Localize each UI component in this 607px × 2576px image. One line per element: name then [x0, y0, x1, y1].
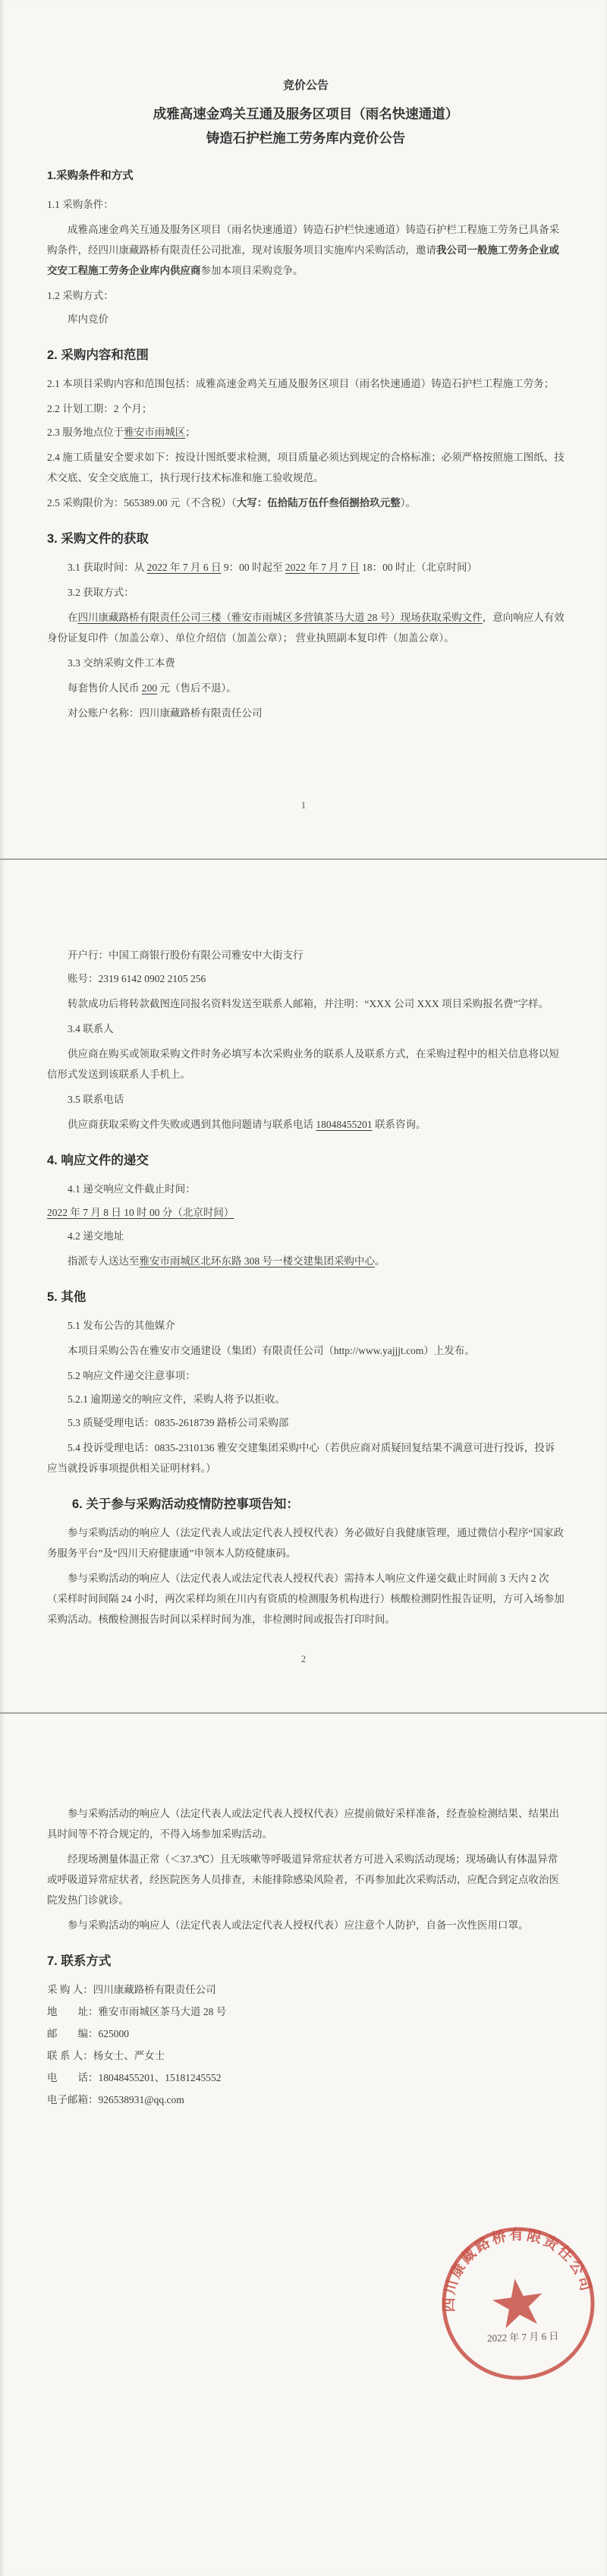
contact-value: 926538931@qq.com — [98, 2094, 184, 2105]
obtain-time-text: 18：00 时止（北京时间） — [359, 562, 477, 573]
para-covid-health-code: 参与采购活动的响应人（法定代表人或法定代表人授权代表）务必做好自我健康管理，通过微信小程序“国家政务服务平台”及“四川天府健康通”申领本人防疫健康码。 — [47, 1527, 564, 1559]
section-2-heading: 2. 采购内容和范围 — [47, 348, 149, 362]
section-3-4-heading: 3.4 联系人 — [68, 1023, 114, 1034]
contact-buyer — [47, 1979, 565, 2000]
service-location — [47, 422, 565, 442]
doc-title-project: 成雅高速金鸡关互通及服务区项目（雨名快速通道） — [153, 106, 459, 121]
contact-label: 电子邮箱： — [47, 2094, 99, 2105]
planned-duration: 2.2 计划工期：2 个月； — [47, 403, 153, 414]
submission-text: 。 — [375, 1255, 385, 1267]
doc-title-subject: 铸造石护栏施工劳务库内竞价公告 — [206, 131, 406, 146]
price-limit — [47, 493, 565, 513]
contact-value: 18048455201、15181245552 — [98, 2072, 222, 2083]
submission-text: 指派专人送达至 — [68, 1255, 140, 1267]
section-7-heading: 7. 联系方式 — [47, 1954, 112, 1968]
procurement-method-value: 库内竞价 — [68, 313, 109, 325]
section-5-1-heading: 5.1 发布公告的其他媒介 — [68, 1320, 175, 1331]
contact-label: 地 址： — [47, 2006, 99, 2017]
page-number-1: 1 — [300, 800, 307, 811]
location-text: 2.3 服务地点位于 — [47, 427, 124, 438]
contact-value: 625000 — [98, 2028, 129, 2039]
section-1-heading: 1.采购条件和方式 — [47, 170, 134, 182]
section-1-1-heading: 1.1 采购条件： — [47, 199, 114, 210]
fee-text: 元（售后不退）。 — [157, 682, 237, 694]
section-6-heading: 6. 关于参与采购活动疫情防控事项告知： — [72, 1497, 299, 1511]
section-3-2-heading: 3.2 获取方式： — [68, 587, 134, 598]
phone-note-text: 供应商获取采购文件失败或遇到其他问题请与联系电话 — [68, 1119, 316, 1130]
obtain-end-date: 2022 年 7 月 7 日 — [285, 562, 360, 573]
para-contact-person-note: 供应商在购买或领取采购文件时务必填写本次采购业务的联系人及联系方式，在采购过程中的相关信息将以短信形式发送到该联系人手机上。 — [47, 1048, 559, 1080]
contact-label: 联 系 人： — [47, 2050, 93, 2061]
contact-value: 雅安市雨城区茶马大道 28 号 — [98, 2006, 227, 2017]
price-text: 2.5 采购限价为：565389.00 元（不含税）（ — [47, 497, 237, 509]
para-text: 成雅高速金鸡关互通及服务区项目（雨名快速通道）铸造石护栏快速通道）铸造石护栏工程施工劳务已具备采购条件，经四川康藏路桥有限责任公司批准，现对该服务项目实施库内采购活动，邀请 — [47, 224, 559, 256]
obtain-time-text: 3.1 获取时间：从 — [68, 562, 147, 573]
contact-label: 邮 编： — [47, 2028, 99, 2039]
contact-zip — [47, 2023, 565, 2044]
para-sampling-preparation: 参与采购活动的响应人（法定代表人或法定代表人授权代表）应提前做好采样准备，经查验检测结果、结果出具时间等不符合规定的，不得入场参加采购活动。 — [47, 1808, 559, 1840]
complaint-phone: 5.4 投诉受理电话：0835-2310136 雅安交建集团采购中心（若供应商对质疑回复结果不满意可进行投诉，投诉应当就投诉事项提供相关证明材料。） — [47, 1442, 555, 1474]
section-1-2-heading: 1.2 采购方式： — [47, 290, 114, 301]
doc-title-announcement: 竞价公告 — [282, 79, 329, 92]
contact-person — [47, 2045, 565, 2066]
late-submission-note: 5.2.1 逾期递交的响应文件，采购人将予以拒收。 — [68, 1393, 285, 1405]
phone-note-text: 联系咨询。 — [372, 1119, 426, 1130]
svg-text:四川康藏路桥有限责任公司 — [430, 2215, 595, 2314]
section-3-3-heading: 3.3 交纳采购文件工本费 — [68, 657, 175, 669]
para-temperature-check: 经现场测量体温正常（＜37.3℃）且无咳嗽等呼吸道异常症状者方可进入采购活动现场；现场确认有体温异常或呼吸道异常症状者，经医院医务人员排查，未能排除感染风险者，不再参加此次采购活动，应配合到定点收治医院发热门诊就诊。 — [47, 1853, 559, 1906]
contact-value: 四川康藏路桥有限责任公司 — [93, 1984, 216, 1995]
para-text-bold: 我公司一般施工劳务企业或交安工程施工劳务企业库内供应商 — [47, 244, 559, 276]
section-5-2-heading: 5.2 响应文件递交注意事项： — [68, 1370, 196, 1381]
contact-phone-number: 18048455201 — [316, 1119, 373, 1130]
para-obtain-time — [47, 557, 565, 578]
price-capital: 大写：伍拾陆万伍仟叁佰捌拾玖元整 — [236, 497, 401, 509]
bank-name: 开户行：中国工商银行股份有限公司雅安中大街支行 — [68, 949, 304, 961]
contact-value: 杨女士、严女士 — [93, 2050, 165, 2061]
obtain-start-date: 2022 年 7 月 6 日 — [146, 562, 222, 573]
section-4-heading: 4. 响应文件的递交 — [47, 1154, 149, 1167]
contact-email — [47, 2089, 565, 2110]
document-page-3 — [0, 1714, 607, 2576]
para-other-media: 本项目采购公告在雅安市交通建设（集团）有限责任公司（http://www.yajjjt.com）上发布。 — [68, 1345, 475, 1356]
company-seal-stamp — [428, 2213, 607, 2393]
section-5-heading: 5. 其他 — [47, 1290, 86, 1304]
seal-graphic — [428, 2213, 607, 2393]
contact-label: 采 购 人： — [47, 1984, 93, 1995]
star-icon — [490, 2275, 546, 2330]
para-submission-address — [47, 1251, 565, 1271]
para-covid-test-requirement: 参与采购活动的响应人（法定代表人或法定代表人授权代表）需持本人响应文件递交截止时间前 3 天内 2 次（采样时间间隔 24 小时，两次采样均须在川内有资质的检测服务机构进行）核酸检测阴性报告证明，方可入场参加采购活动。核酸检测报告时间以采样时间为准，非检测时间或报告打印时间。 — [47, 1573, 565, 1625]
para-procurement-conditions — [47, 219, 565, 281]
document-page-2 — [0, 860, 607, 1712]
page-number-2: 2 — [300, 1654, 307, 1664]
contact-address — [47, 2001, 565, 2022]
location-text: ； — [185, 427, 196, 438]
submission-address-underlined: 雅安市雨城区北环东路 308 号一楼交建集团采购中心 — [139, 1255, 375, 1267]
corporate-account-name: 对公账户名称：四川康藏路桥有限责任公司 — [68, 707, 263, 719]
obtain-time-text: 9：00 时起至 — [221, 562, 285, 573]
section-3-heading: 3. 采购文件的获取 — [47, 532, 149, 546]
section-3-5-heading: 3.5 联系电话 — [68, 1094, 124, 1105]
submission-deadline: 2022 年 7 月 8 日 10 时 00 分（北京时间） — [47, 1207, 234, 1218]
location-underlined: 雅安市雨城区 — [124, 427, 186, 438]
fee-amount: 200 — [141, 682, 158, 694]
inquiry-phone: 5.3 质疑受理电话：0835-2618739 路桥公司采购部 — [68, 1417, 289, 1428]
para-contact-phone-note — [47, 1114, 565, 1135]
para-transfer-note: 转款成功后将转款截图连同报名资料发送至联系人邮箱，并注明：“XXX 公司 XXX 项目采购报名费”字样。 — [68, 998, 549, 1009]
seal-company-name: 四川康藏路桥有限责任公司 — [442, 2227, 595, 2313]
contact-label: 电 话： — [47, 2072, 99, 2083]
para-scope: 2.1 本项目采购内容和范围包括：成雅高速金鸡关互通及服务区项目（雨名快速通道）铸造石护栏工程施工劳务； — [47, 378, 555, 389]
para-doc-fee — [47, 678, 565, 698]
section-4-2-heading: 4.2 递交地址 — [68, 1230, 124, 1242]
price-text: ）。 — [400, 497, 416, 509]
obtain-text: ，意向响应人有效身份证复印件（加盖公章）、单位介绍信（加盖公章）； 营业执照副本复印件（加盖公章）。 — [47, 612, 565, 644]
para-obtain-method — [47, 607, 565, 648]
contact-telephone — [47, 2067, 565, 2088]
obtain-address-underlined: 四川康藏路桥有限责任公司三楼（雅安市雨城区多营镇茶马大道 28 号）现场获取采购文件 — [77, 612, 483, 623]
section-4-1-heading: 4.1 递交响应文件截止时间： — [68, 1183, 196, 1195]
fee-text: 每套售价人民币 — [68, 682, 142, 694]
contact-block — [47, 1979, 565, 2110]
para-text: 参加本项目采购竞争。 — [200, 265, 304, 276]
bank-account-number: 账号：2319 6142 0902 2105 256 — [68, 973, 206, 984]
para-quality-requirements: 2.4 施工质量安全要求如下：按设计图纸要求检测，项目质量必须达到规定的合格标准；必须严格按照施工图纸、技术交底、安全交底施工，执行现行技术标准和施工验收规范。 — [47, 452, 565, 483]
para-personal-protection: 参与采购活动的响应人（法定代表人或法定代表人授权代表）应注意个人防护，自备一次性医用口罩。 — [68, 1919, 529, 1931]
obtain-text: 在 — [68, 612, 78, 623]
document-page-1 — [0, 0, 607, 858]
seal-date: 2022 年 7 月 6 日 — [486, 2329, 559, 2345]
